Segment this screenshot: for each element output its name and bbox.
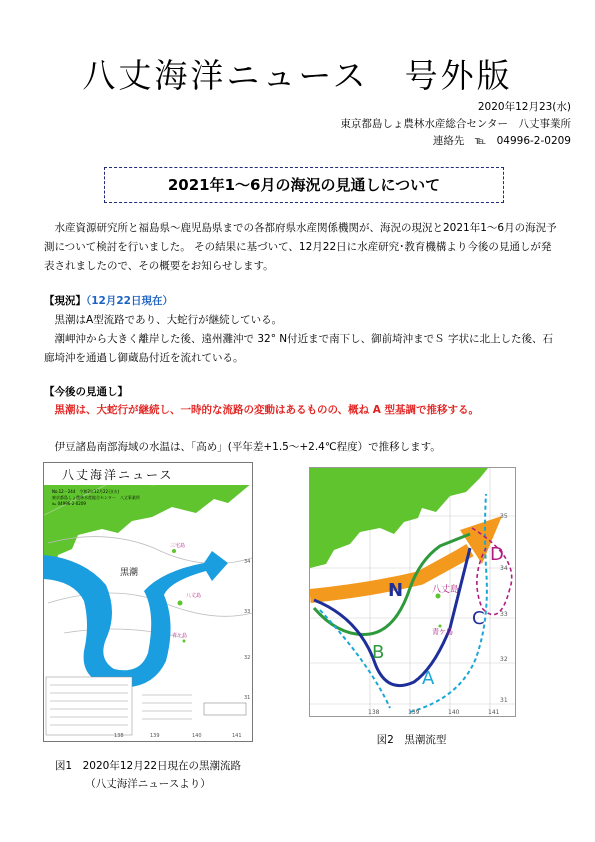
page-title: 八丈海洋ニュース 号外版 bbox=[82, 56, 513, 95]
lat-tick: 35 bbox=[500, 513, 508, 520]
island-label: 八丈島 bbox=[432, 585, 460, 595]
current-line-1: 黒潮はA型流路であり、大蛇行が継続している。 bbox=[54, 314, 283, 326]
type-B-label: B bbox=[372, 642, 385, 663]
island-marker bbox=[183, 640, 186, 643]
island-marker bbox=[178, 601, 183, 606]
lon-tick: 140 bbox=[448, 709, 460, 716]
lat-tick: 31 bbox=[500, 697, 508, 704]
lon-tick: 139 bbox=[408, 709, 420, 716]
current-heading: 【現況】 bbox=[44, 295, 86, 307]
current-line-2: 潮岬沖から大きく離岸した後、遠州灘沖で 32° N付近まで南下し、御前埼沖までＳ 字状に北上した後、石廊埼沖を通過し御蔵島付近を流れている。 bbox=[44, 333, 553, 364]
island-label: 三宅島 bbox=[170, 543, 186, 549]
figure1-map bbox=[43, 462, 253, 742]
lon-tick: 141 bbox=[488, 709, 500, 716]
lat-tick: 31 bbox=[244, 695, 251, 701]
figure1-note: ℡ 04996-2-0209 bbox=[52, 501, 86, 506]
outlook-heading: 【今後の見通し】 bbox=[44, 386, 128, 398]
lon-tick: 141 bbox=[232, 733, 242, 739]
figure2-caption: 図2 黒潮流型 bbox=[376, 734, 447, 746]
lat-tick: 33 bbox=[244, 609, 251, 615]
island-label: 青ケ島 bbox=[432, 628, 453, 636]
lon-tick: 138 bbox=[368, 709, 380, 716]
issue-date: 2020年12月23(水) bbox=[477, 101, 571, 113]
lat-tick: 34 bbox=[244, 559, 251, 565]
intro-paragraph: 水産資源研究所と福島県～鹿児島県までの各都府県水産関係機関が、海況の現況と2021年1～6月の海況予測について検討を行いました。 その結果に基づいて、12月22日に水産研究･教育機構より今後の見通しが発表されましたので、その概要をお知らせします。 bbox=[44, 222, 557, 272]
contact: 連絡先 ℡ 04996-2-0209 bbox=[432, 135, 571, 147]
lat-tick: 33 bbox=[500, 611, 508, 618]
current-section bbox=[44, 292, 559, 311]
organization: 東京都島しょ農林水産総合センター 八丈事業所 bbox=[340, 118, 571, 130]
kuroshio-label: 黒潮 bbox=[120, 568, 139, 578]
lat-tick: 32 bbox=[244, 655, 251, 661]
island-label: 青ケ島 bbox=[172, 633, 188, 639]
type-D-label: D bbox=[490, 544, 504, 565]
figure1-caption-line1: 図1 2020年12月22日現在の黒潮流路 bbox=[54, 760, 242, 772]
figure2-map bbox=[309, 467, 516, 717]
figure1-caption-line2: （八丈海洋ニュースより） bbox=[85, 778, 211, 790]
lon-tick: 138 bbox=[114, 733, 124, 739]
type-N-label: N bbox=[388, 580, 404, 601]
lat-tick: 34 bbox=[500, 565, 508, 572]
island-label: 八丈島 bbox=[186, 593, 202, 599]
type-C-label: C bbox=[472, 608, 485, 629]
outlook-main: 黒潮は、大蛇行が継続し、一時的な流路の変動はあるものの、概ね A 型基調で推移する。 bbox=[54, 404, 480, 416]
lat-tick: 32 bbox=[500, 656, 508, 663]
figure1-banner: 八丈海洋ニュース bbox=[62, 468, 174, 482]
island-marker bbox=[172, 549, 176, 553]
outlook-temperature: 伊豆諸島南部海域の水温は、「高め」(平年差+1.5～+2.4℃程度）で推移します。 bbox=[54, 441, 441, 453]
type-A-label: A bbox=[422, 668, 435, 689]
lon-tick: 139 bbox=[150, 733, 160, 739]
lon-tick: 140 bbox=[192, 733, 202, 739]
headline-box: 2021年1～6月の海況の見通しについて bbox=[104, 167, 504, 203]
current-date-note: （12月22日現在） bbox=[86, 295, 173, 307]
figure1-note: No.12－244 令和2年12月22日(火) bbox=[52, 489, 120, 494]
figure1-note: 東京都島しょ農林水産総合センター 八丈事業所 bbox=[52, 495, 140, 500]
figure1-legend-box bbox=[46, 677, 132, 735]
